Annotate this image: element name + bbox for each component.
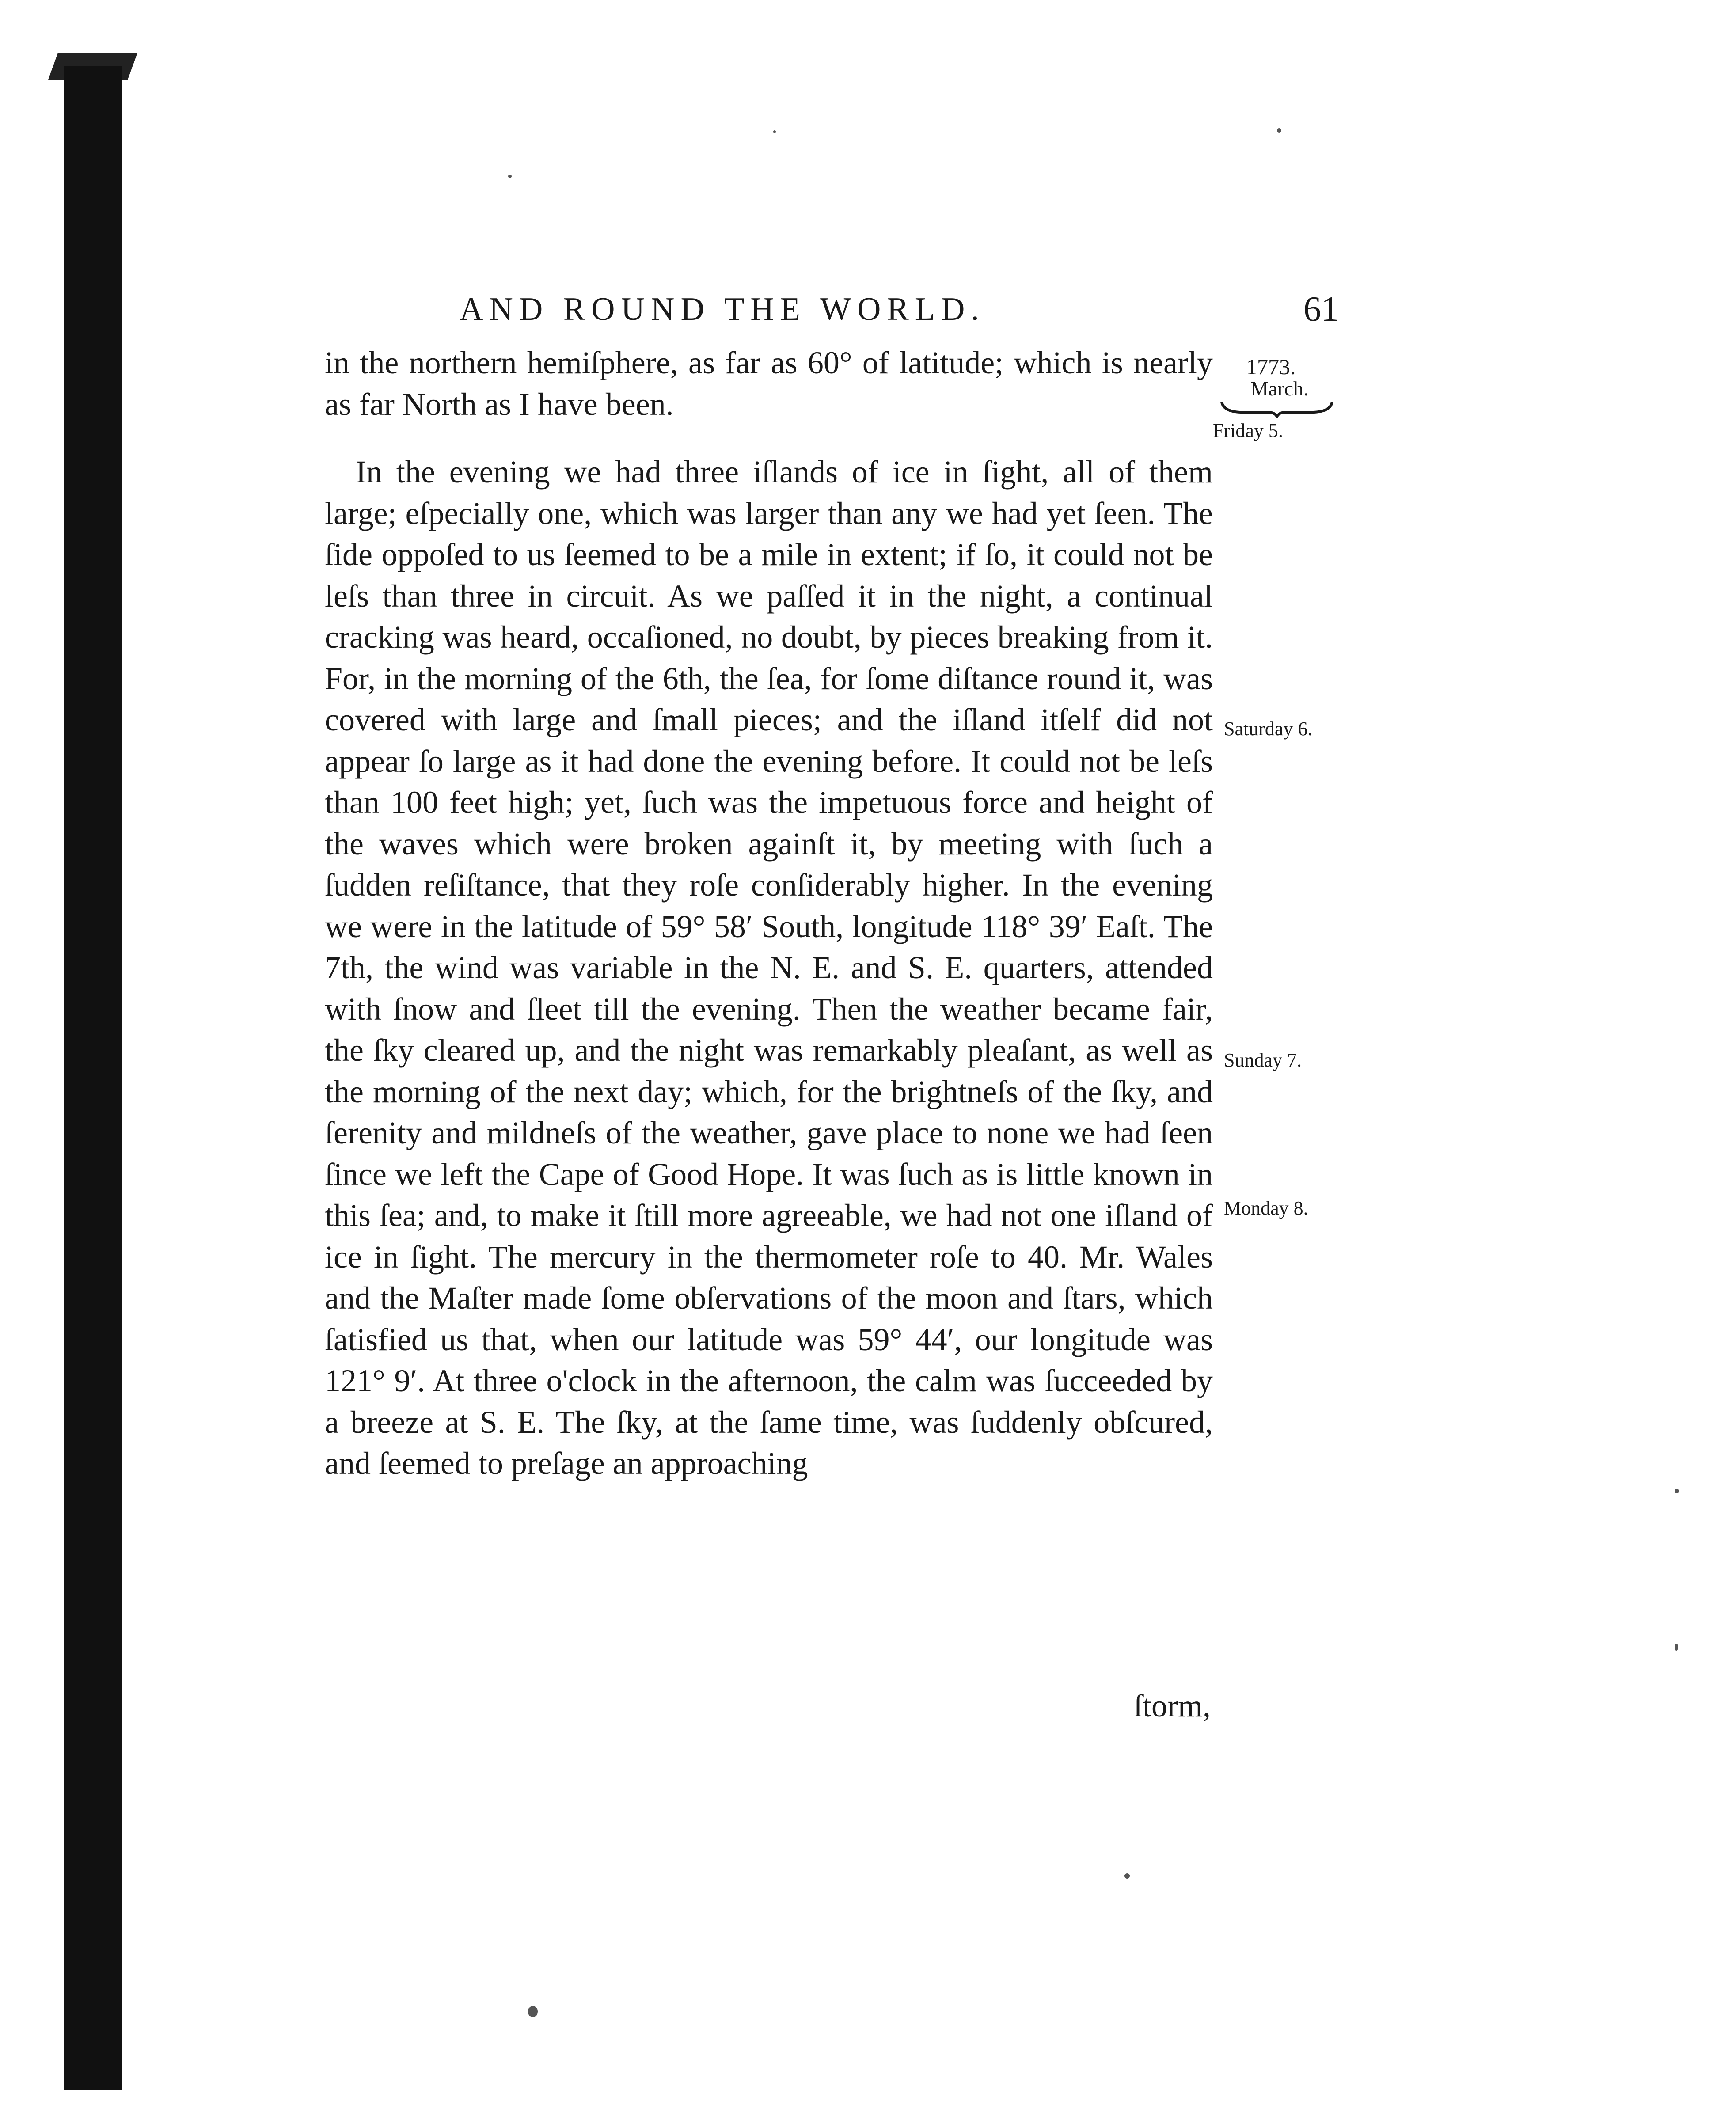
body-text [325, 342, 1213, 1484]
margin-friday: Friday 5. [1213, 420, 1283, 441]
running-title: AND ROUND THE WORLD. [460, 291, 985, 327]
paper-speck [1675, 1644, 1678, 1651]
margin-year: 1773. [1246, 354, 1296, 379]
margin-sunday: Sunday 7. [1224, 1049, 1302, 1071]
book-spine-shadow [64, 66, 122, 2090]
margin-saturday: Saturday 6. [1224, 718, 1313, 740]
paragraph-continuation: in the northern hemiſphere, as far as 60° of latitude; which is nearly as far North as I have been. [325, 345, 1213, 422]
catchword: ſtorm, [1134, 1688, 1211, 1724]
paper-speck [528, 2006, 538, 2017]
paragraph-main: In the evening we had three iſlands of ice in ſight, all of them large; eſpecially one, which was larger than any we had yet ſeen. The ſide oppoſed to us ſeemed to be a mile in extent; if ſo, it could not be leſs than three in circuit. As we paſſed it in the night, a continual cracking was heard, occaſioned, no doubt, by pieces breaking from it. For, in the morning of the 6th, the ſea, for ſome diſtance round it, was covered with large and ſmall pieces; and the iſland itſelf did not appear ſo large as it had done the evening before. It could not be leſs than 100 feet high; yet, ſuch was the impetuous force and height of the waves which were broken againſt it, by meeting with ſuch a ſudden reſiſtance, that they roſe conſiderably higher. In the evening we were in the latitude of 59° 58′ South, longitude 118° 39′ Eaſt. The 7th, the wind was variable in the N. E. and S. E. quarters, attended with ſnow and ſleet till the evening. Then the weather became fair, the ſky cleared up, and the night was remarkably pleaſant, as well as the morning of the next day; which, for the brightneſs of the ſky, and ſerenity and mildneſs of the weather, gave place to none we had ſeen ſince we left the Cape of Good Hope. It was ſuch as is little known in this ſea; and, to make it ſtill more agreeable, we had not one iſland of ice in ſight. The mercury in the thermometer roſe to 40. Mr. Wales and the Maſter made ſome obſervations of the moon and ſtars, which ſatisfied us that, when our latitude was 59° 44′, our longitude was 121° 9′. At three o'clock in the afternoon, the calm was ſucceeded by a breeze at S. E. The ſky, at the ſame time, was ſuddenly obſcured, and ſeemed to preſage an approaching [325, 454, 1213, 1481]
margin-brace [1219, 400, 1334, 418]
paper-speck [773, 130, 776, 133]
page-number: 61 [1303, 290, 1339, 329]
margin-monday: Monday 8. [1224, 1197, 1308, 1219]
paper-speck [508, 175, 512, 178]
paper-speck [1277, 128, 1281, 133]
margin-month: March. [1250, 377, 1309, 400]
page-header [0, 283, 1736, 336]
paper-speck [1675, 1489, 1679, 1493]
paper-speck [1124, 1873, 1130, 1879]
